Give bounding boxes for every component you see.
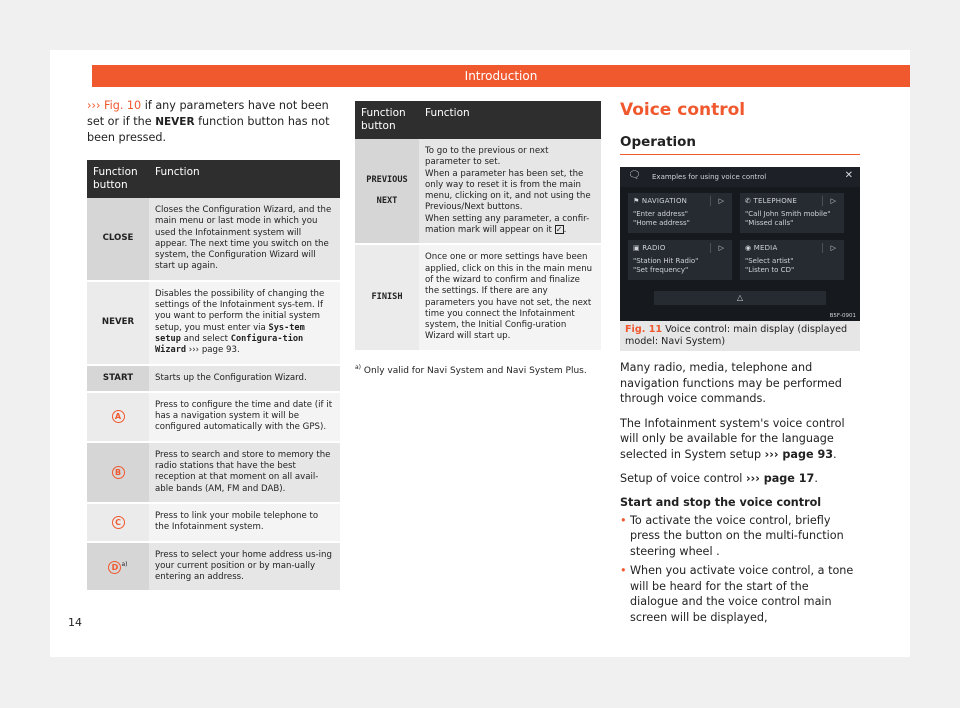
row-desc: To go to the previous or next parameter to set. When a parameter has been set, the only way to reset it is from the main menu, clicking on it, and not using the Previous/Next buttons. When setting any parameter, a confir-mation mark will appear on it ✓. xyxy=(419,139,601,244)
middle-column xyxy=(355,101,601,377)
function-button-table-continued xyxy=(355,101,601,352)
circled-letter-icon: B xyxy=(112,466,125,479)
table-row xyxy=(87,392,340,442)
row-key: NEVER xyxy=(87,281,149,365)
tile-radio: ▣ RADIO ▷ "Station Hit Radio" "Set frequency" xyxy=(628,240,732,280)
cross-reference-arrow: ››› xyxy=(87,99,101,112)
tile-telephone: ✆ TELEPHONE ▷ "Call John Smith mobile" "Missed calls" xyxy=(740,193,844,233)
play-icon: ▷ xyxy=(830,244,836,252)
checkbox-tick-icon: ✓ xyxy=(555,225,563,235)
paragraph: The Infotainment system's voice control will only be available for the language selected in System setup ››› page 93. xyxy=(620,416,845,461)
table-row xyxy=(87,365,340,392)
row-desc: Press to link your mobile telephone to the Infotainment system. xyxy=(149,503,340,542)
function-button-table xyxy=(87,160,340,592)
row-key: CLOSE xyxy=(87,198,149,281)
row-desc: Starts up the Configuration Wizard. xyxy=(149,365,340,392)
row-key xyxy=(87,503,149,542)
collapse-up-icon: △ xyxy=(654,291,826,305)
page-link[interactable]: ››› page 17 xyxy=(745,472,815,485)
table-header-function: Function xyxy=(419,101,601,139)
bullet-item: • To activate the voice control, briefly press the button on the multi-function steering wheel . xyxy=(620,513,844,558)
row-key: PREVIOUS NEXT xyxy=(355,139,419,244)
footnote: $^{a)}$ Only valid for Navi System and Navi System Plus. xyxy=(355,363,587,376)
circled-letter-icon: C xyxy=(112,516,125,529)
table-row xyxy=(87,542,340,592)
figure-caption: Fig. 11 Voice control: main display (displayed model: Navi System) xyxy=(620,321,860,351)
intro-paragraph: ››› Fig. 10 if any parameters have not been set or if the NEVER function button has not been pressed. xyxy=(87,99,330,144)
close-icon: ✕ xyxy=(844,170,853,181)
row-desc: Press to select your home address us-ing your current position or by man-ually entering an address. xyxy=(149,542,340,592)
row-key xyxy=(87,542,149,592)
paragraph: Setup of voice control ››› page 17. xyxy=(620,472,818,485)
table-row xyxy=(87,442,340,503)
subsection-title: Operation xyxy=(620,134,860,155)
row-key: START xyxy=(87,365,149,392)
row-desc: Once one or more settings have been applied, click on this in the main menu of the wizard to confirm and finalize the settings. If there are any parameters you have not set, the next time you connect the Infotainment system, the Initial Config-uration Wizard will start up. xyxy=(419,244,601,350)
figure-link[interactable]: Fig. 10 xyxy=(103,99,142,112)
row-key xyxy=(87,392,149,442)
circled-letter-icon: D xyxy=(108,561,121,574)
left-column xyxy=(87,98,340,592)
row-desc: Press to configure the time and date (if it has a navigation system it will be configured automatically with the GPS). xyxy=(149,392,340,442)
play-icon: ▷ xyxy=(718,197,724,205)
right-column xyxy=(620,100,860,625)
page-link[interactable]: ››› page 93 xyxy=(764,447,834,461)
footnote-mark: a) xyxy=(121,560,128,568)
figure-code: B5F-0901 xyxy=(829,313,856,319)
table-row xyxy=(87,281,340,365)
voice-control-screen-figure xyxy=(620,167,860,321)
table-header-function: Function xyxy=(149,160,340,198)
page xyxy=(50,50,910,657)
row-desc: Disables the possibility of changing the settings of the Infotainment sys-tem. If you want to perform the initial system setup, you must enter via Sys-tem setup and select Configura-tion Wizard ››› page 93. xyxy=(149,281,340,365)
table-row xyxy=(355,139,601,244)
table-row xyxy=(355,244,601,350)
screen-title-bar: 🗨 Examples for using voice control ✕ xyxy=(620,167,860,187)
page-number: 14 xyxy=(68,616,82,629)
tile-navigation: ⚑ NAVIGATION ▷ "Enter address" "Home address" xyxy=(628,193,732,233)
section-title: Voice control xyxy=(620,100,746,120)
row-desc: Closes the Configuration Wizard, and the main menu or last mode in which you used the Infotainment system will appear. The next time you switch on the system, the Configuration Wizard will start up again. xyxy=(149,198,340,281)
bullet-item: • When you activate voice control, a tone will be heard for the start of the dialogue and the voice control main screen will be displayed, xyxy=(620,564,854,624)
never-label: NEVER xyxy=(155,116,195,128)
bullet-icon: • xyxy=(620,564,627,577)
row-desc: Press to search and store to memory the radio stations that have the best reception at that moment on all avail-able bands (AM, FM and DAB). xyxy=(149,442,340,503)
row-key xyxy=(87,442,149,503)
tile-media: ◉ MEDIA ▷ "Select artist" "Listen to CD" xyxy=(740,240,844,280)
table-header-button: Function button xyxy=(355,101,419,139)
table-row xyxy=(87,198,340,281)
table-header-button: Function button xyxy=(87,160,149,198)
circled-letter-icon: A xyxy=(112,410,125,423)
play-icon: ▷ xyxy=(718,244,724,252)
bullet-icon: • xyxy=(620,513,627,527)
play-icon: ▷ xyxy=(830,197,836,205)
section-header: Introduction xyxy=(92,65,910,87)
paragraph: Many radio, media, telephone and navigation functions may be performed through voice commands. xyxy=(620,361,842,405)
sub-heading: Start and stop the voice control xyxy=(620,495,822,509)
table-row xyxy=(87,503,340,542)
voice-control-icon: 🗨 xyxy=(628,170,641,181)
row-key: FINISH xyxy=(355,244,419,350)
